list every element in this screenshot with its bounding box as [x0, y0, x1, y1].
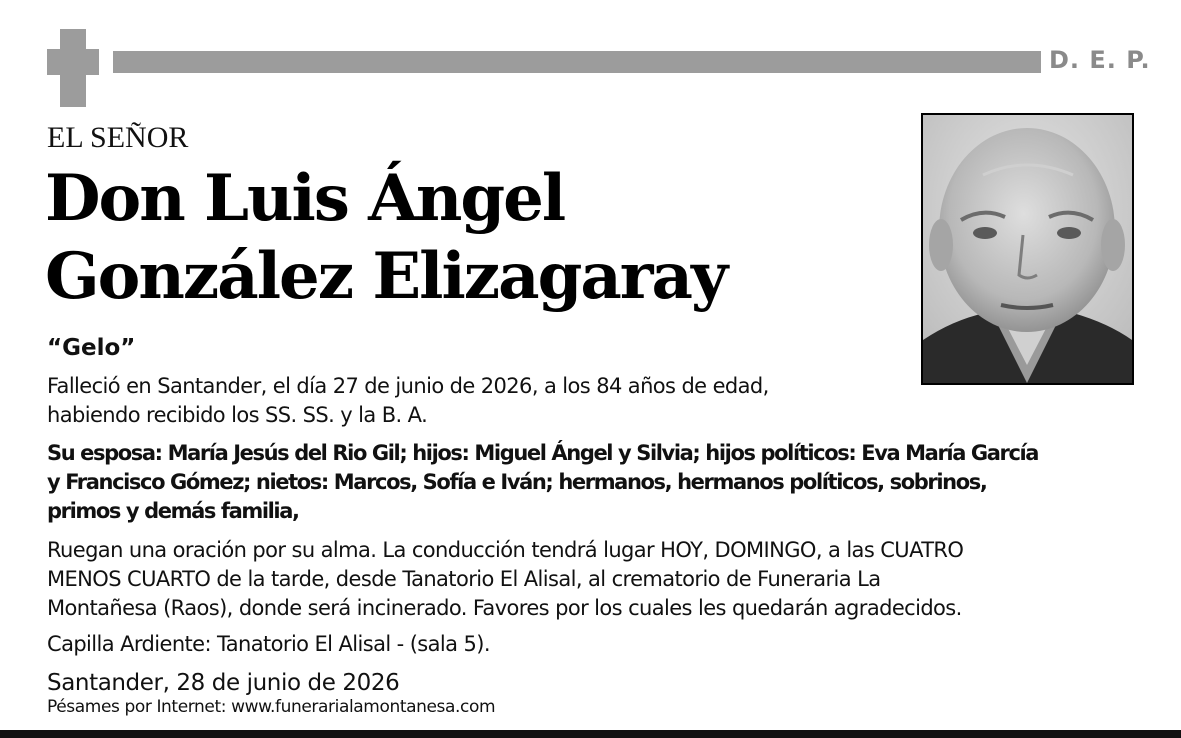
family-line: y Francisco Gómez; nietos: Marcos, Sofía e Iván; hermanos, hermanos políticos, sobrinos,: [47, 470, 987, 494]
service-line: Ruegan una oración por su alma. La conducción tendrá lugar HOY, DOMINGO, a las CUATRO: [47, 538, 964, 562]
service-line: MENOS CUARTO de la tarde, desde Tanatorio El Alisal, al crematorio de Funeraria La: [47, 567, 881, 591]
family-line: primos y demás familia,: [47, 499, 299, 523]
condolences-website: Pésames por Internet: www.funerarialamontanesa.com: [47, 697, 496, 717]
honorific: EL SEÑOR: [47, 121, 189, 154]
name-line-1: Don Luis Ángel: [45, 161, 565, 236]
name-line-2: González Elizagaray: [45, 239, 727, 314]
footer-rule: [0, 730, 1181, 738]
service-line: Montañesa (Raos), donde será incinerado. Favores por los cuales les quedarán agradecidos.: [47, 596, 962, 620]
death-line: habiendo recibido los SS. SS. y la B. A.: [47, 403, 428, 427]
place-date: Santander, 28 de junio de 2026: [47, 670, 400, 696]
chapel-info: Capilla Ardiente: Tanatorio El Alisal - (sala 5).: [47, 632, 490, 656]
nickname: “Gelo”: [47, 335, 136, 361]
deceased-name: [45, 160, 726, 316]
service-details: [47, 536, 963, 623]
header-rule: [113, 51, 1041, 73]
family-list: [47, 439, 1038, 526]
death-notice: [47, 372, 769, 430]
family-line: Su esposa: María Jesús del Rio Gil; hijos: Miguel Ángel y Silvia; hijos políticos: Eva María García: [47, 441, 1039, 465]
deceased-portrait: [921, 113, 1134, 385]
dep-label: D. E. P.: [1049, 46, 1151, 74]
death-line: Falleció en Santander, el día 27 de junio de 2026, a los 84 años de edad,: [47, 374, 769, 398]
cross-icon: [47, 29, 99, 107]
